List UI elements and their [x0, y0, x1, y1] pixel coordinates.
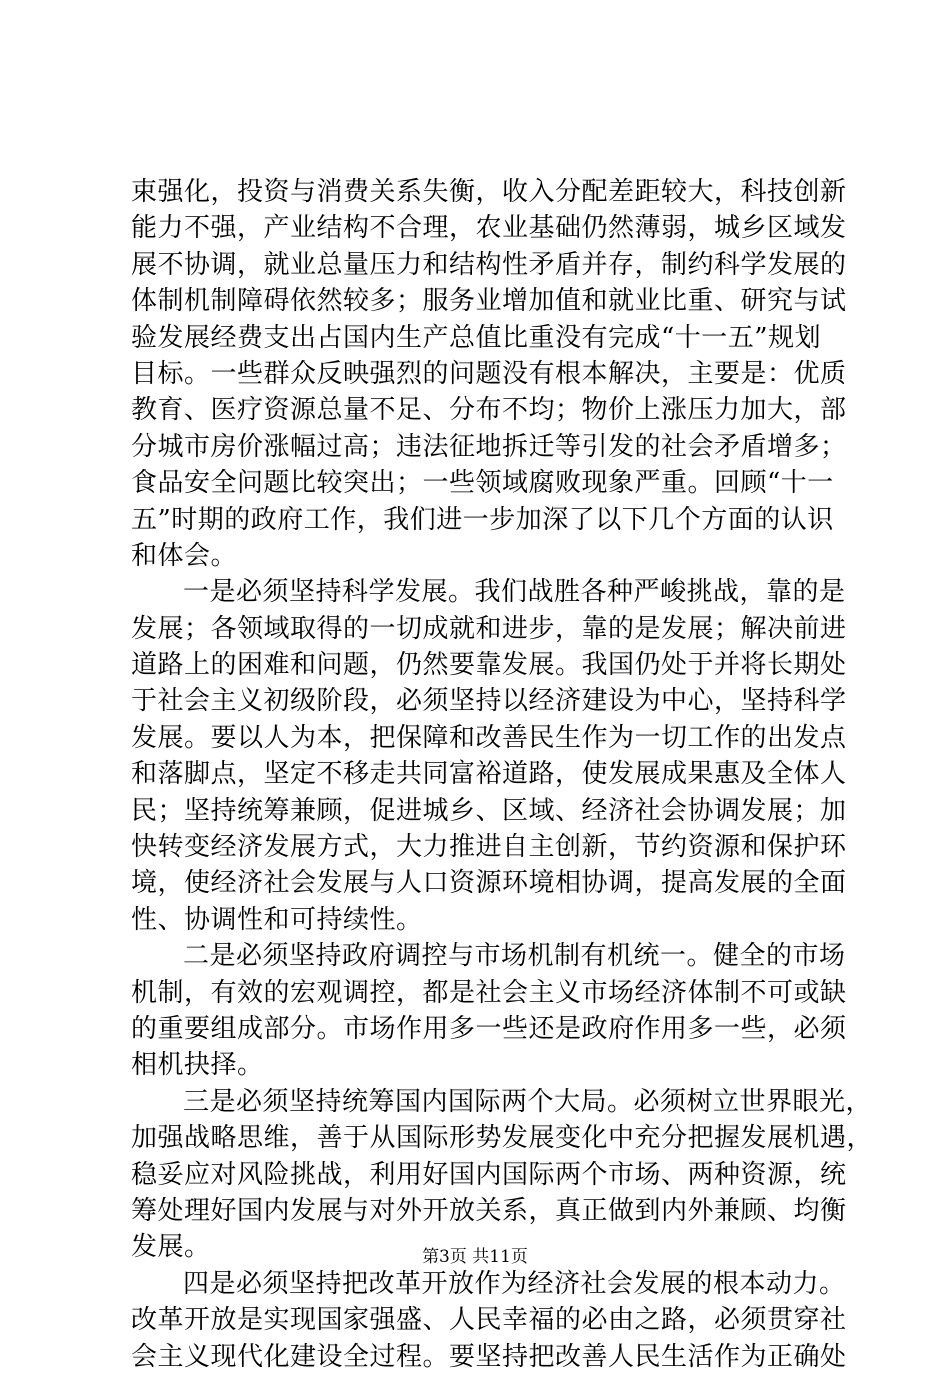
text-line: 能力不强，产业结构不合理，农业基础仍然薄弱，城乡区域发 — [131, 213, 847, 244]
text-line: 验发展经费支出占国内生产总值比重没有完成“十一五”规划 — [131, 322, 822, 353]
paragraph-start-line: 三是必须坚持统筹国内国际两个大局。必须树立世界眼光， — [183, 1086, 873, 1117]
text-line: 束强化，投资与消费关系失衡，收入分配差距较大，科技创新 — [131, 177, 847, 207]
text-line: 筹处理好国内发展与对外开放关系，真正做到内外兼顾、均衡 — [131, 1195, 847, 1226]
text-line: 快转变经济发展方式，大力推进自主创新，节约资源和保护环 — [131, 832, 847, 863]
text-line: 目标。一些群众反映强烈的问题没有根本解决，主要是：优质 — [131, 358, 847, 389]
page-number-footer: 第3页 共11页 — [422, 1247, 528, 1267]
text-line: 加强战略思维，善于从国际形势发展变化中充分把握发展机遇， — [131, 1123, 874, 1154]
paragraph-start-line: 二是必须坚持政府调控与市场机制有机统一。健全的市场 — [183, 941, 846, 972]
text-line: 民；坚持统筹兼顾，促进城乡、区域、经济社会协调发展；加 — [131, 795, 847, 826]
text-line: 会主义现代化建设全过程。要坚持把改善人民生活作为正确处 — [131, 1341, 847, 1372]
paragraph-start-line: 一是必须坚持科学发展。我们战胜各种严峻挑战，靠的是 — [183, 577, 846, 608]
text-line: 道路上的困难和问题，仍然要靠发展。我国仍处于并将长期处 — [131, 650, 847, 681]
text-line: 食品安全问题比较突出；一些领域腐败现象严重。回顾“十一 — [131, 468, 834, 499]
text-line: 分城市房价涨幅过高；违法征地拆迁等引发的社会矛盾增多； — [131, 431, 847, 462]
text-line: 改革开放是实现国家强盛、人民幸福的必由之路，必须贯穿社 — [131, 1305, 847, 1336]
text-line: 稳妥应对风险挑战，利用好国内国际两个市场、两种资源，统 — [131, 1159, 847, 1190]
paragraph-start-line: 四是必须坚持把改革开放作为经济社会发展的根本动力。 — [183, 1268, 846, 1299]
text-line: 教育、医疗资源总量不足、分布不均；物价上涨压力加大，部 — [131, 395, 847, 426]
text-line: 和落脚点，坚定不移走共同富裕道路，使发展成果惠及全体人 — [131, 759, 847, 790]
text-line: 和体会。 — [131, 540, 238, 571]
text-line: 体制机制障碍依然较多；服务业增加值和就业比重、研究与试 — [131, 286, 847, 317]
text-line: 相机抉择。 — [131, 1050, 264, 1081]
text-line: 机制，有效的宏观调控，都是社会主义市场经济体制不可或缺 — [131, 977, 847, 1008]
text-line: 展不协调，就业总量压力和结构性矛盾并存，制约科学发展的 — [131, 249, 847, 280]
text-line: 境，使经济社会发展与人口资源环境相协调，提高发展的全面 — [131, 868, 847, 899]
document-body — [131, 174, 874, 1375]
text-line: 发展；各领域取得的一切成就和进步，靠的是发展；解决前进 — [131, 613, 847, 644]
text-line: 发展。要以人为本，把保障和改善民生作为一切工作的出发点 — [131, 722, 847, 753]
text-line: 于社会主义初级阶段，必须坚持以经济建设为中心，坚持科学 — [131, 686, 847, 717]
text-line: 五”时期的政府工作，我们进一步加深了以下几个方面的认识 — [131, 504, 834, 535]
text-line: 的重要组成部分。市场作用多一些还是政府作用多一些，必须 — [131, 1013, 847, 1044]
text-line: 发展。 — [131, 1232, 211, 1263]
text-line: 性、协调性和可持续性。 — [131, 904, 423, 935]
